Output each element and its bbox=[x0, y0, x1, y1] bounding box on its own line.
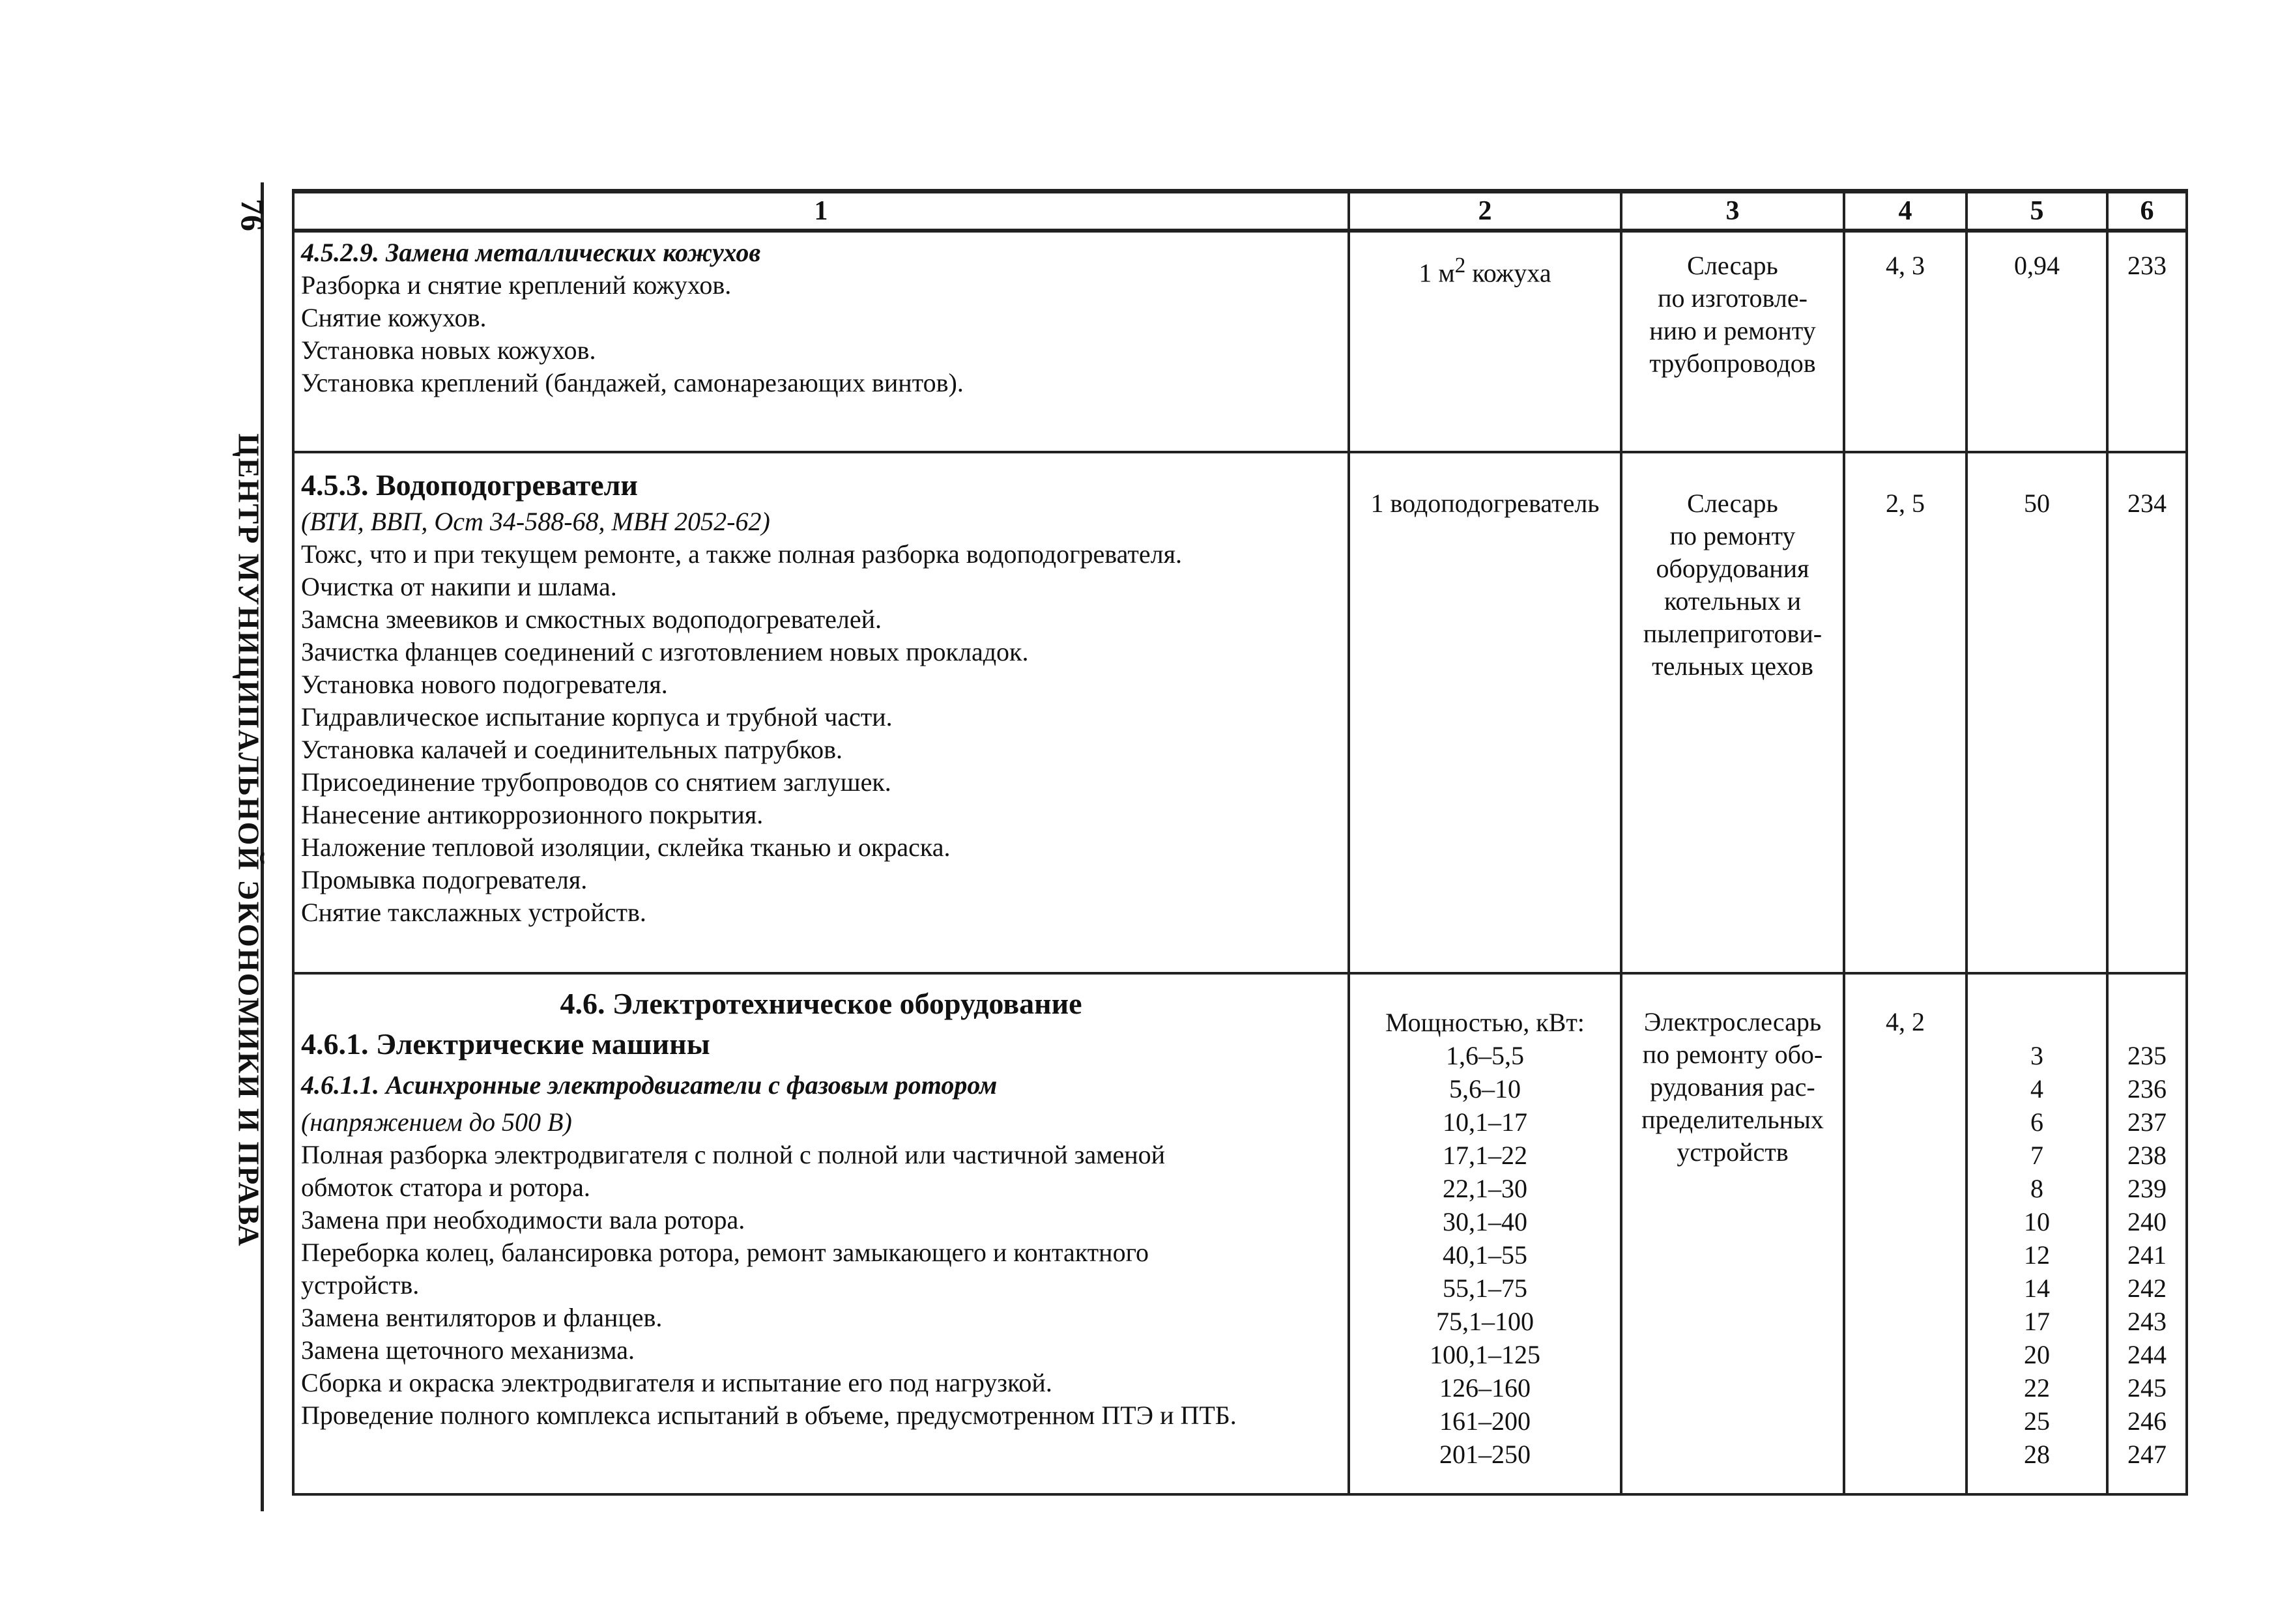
worker-cell bbox=[1621, 452, 1844, 973]
norm-value: 25 bbox=[2024, 1406, 2050, 1436]
work-step: Зачистка фланцев соединений с изготовлением новых прокладок. bbox=[301, 637, 1029, 666]
code-value: 245 bbox=[2127, 1373, 2167, 1403]
worker-line: устройств bbox=[1677, 1137, 1789, 1167]
work-step: Замена вентиляторов и фланцев. bbox=[301, 1303, 663, 1332]
work-step: Полная разборка электродвигателя с полной с полной или частичной заменой bbox=[301, 1140, 1166, 1169]
norm-cell bbox=[1967, 973, 2107, 1494]
work-step: Установка калачей и соединительных патрубков. bbox=[301, 735, 843, 764]
item-title: 4.6.1. Электрические машины bbox=[301, 1027, 710, 1061]
code-value: 238 bbox=[2127, 1141, 2167, 1170]
code-cell bbox=[2107, 973, 2187, 1494]
norm-value: 28 bbox=[2024, 1440, 2050, 1469]
work-step: Нанесение антикоррозионного покрытия. bbox=[301, 800, 764, 829]
header-col-5: 5 bbox=[1967, 192, 2107, 231]
work-step: Гидравлическое испытание корпуса и трубной части. bbox=[301, 702, 893, 732]
code-cell: 234 bbox=[2107, 452, 2187, 973]
power-range: 161–200 bbox=[1439, 1406, 1531, 1436]
work-step: Присоединение трубопроводов со снятием заглушек. bbox=[301, 767, 891, 797]
code-value: 237 bbox=[2127, 1107, 2167, 1137]
code-value: 241 bbox=[2127, 1240, 2167, 1270]
power-range: 126–160 bbox=[1439, 1373, 1531, 1403]
code-value: 244 bbox=[2127, 1340, 2167, 1369]
work-step: Замена при необходимости вала ротора. bbox=[301, 1205, 745, 1234]
item-standards: (ВТИ, ВВП, Ост 34-588-68, МВН 2052-62) bbox=[301, 507, 770, 536]
item-note: (напряжением до 500 В) bbox=[301, 1107, 572, 1137]
work-step: Снятие кожухов. bbox=[301, 303, 487, 332]
unit-superscript: 2 bbox=[1454, 253, 1466, 278]
norm-value: 12 bbox=[2024, 1240, 2050, 1270]
code-value: 239 bbox=[2127, 1174, 2167, 1203]
power-range: 201–250 bbox=[1439, 1440, 1531, 1469]
side-title: ЦЕНТР МУНИЦИПАЛЬНОЙ ЭКОНОМИКИ И ПРАВА bbox=[232, 433, 266, 1247]
worker-line: Слесарь bbox=[1687, 251, 1778, 280]
worker-line: по ремонту bbox=[1669, 521, 1796, 550]
work-step: Наложение тепловой изоляции, склейка тканью и окраска. bbox=[301, 833, 951, 862]
work-description-cell bbox=[293, 973, 1349, 1494]
worker-cell bbox=[1621, 231, 1844, 452]
item-title: 4.5.2.9. Замена металлических кожухов bbox=[301, 238, 761, 267]
norm-value: 3 bbox=[2030, 1041, 2043, 1070]
header-col-2: 2 bbox=[1349, 192, 1621, 231]
header-row bbox=[293, 192, 2187, 231]
power-range: 22,1–30 bbox=[1443, 1174, 1527, 1203]
work-step: Перeборка колец, балансировка ротора, ремонт замыкающего и контактного bbox=[301, 1238, 1149, 1267]
item-subtitle: 4.6.1.1. Асинхронные электродвигатели с фазовым ротором bbox=[301, 1070, 998, 1100]
power-range: 5,6–10 bbox=[1449, 1074, 1521, 1104]
work-step: Замсна змеевиков и смкостных водоподогревателей. bbox=[301, 605, 882, 634]
header-col-6: 6 bbox=[2107, 192, 2187, 231]
unit-text: 1 м bbox=[1419, 258, 1455, 288]
power-range: 30,1–40 bbox=[1443, 1207, 1527, 1236]
work-step: Разборка и снятие креплений кожухов. bbox=[301, 270, 732, 300]
code-value: 247 bbox=[2127, 1440, 2167, 1469]
norm-value: 4 bbox=[2030, 1074, 2043, 1104]
unit-suffix: кожуха bbox=[1465, 258, 1551, 288]
code-value: 243 bbox=[2127, 1307, 2167, 1336]
work-description-cell bbox=[293, 452, 1349, 973]
unit-header: Мощностью, кВт: bbox=[1385, 1008, 1585, 1037]
grade-cell: 4, 2 bbox=[1844, 973, 1967, 1494]
worker-line: рудования рас- bbox=[1650, 1072, 1815, 1102]
worker-line: Электрослесарь bbox=[1643, 1007, 1822, 1036]
worker-line: оборудования bbox=[1656, 554, 1809, 583]
power-range: 75,1–100 bbox=[1436, 1307, 1534, 1336]
worker-line: трубопроводов bbox=[1649, 349, 1816, 378]
norm-value: 8 bbox=[2030, 1174, 2043, 1203]
work-step: обмоток статора и ротора. bbox=[301, 1173, 590, 1202]
worker-line: по изготовле- bbox=[1658, 283, 1808, 313]
code-value: 242 bbox=[2127, 1274, 2167, 1303]
table-row bbox=[293, 452, 2187, 973]
worker-line: пылеприготови- bbox=[1643, 619, 1823, 648]
table-row bbox=[293, 973, 2187, 1494]
worker-cell bbox=[1621, 973, 1844, 1494]
norm-value: 22 bbox=[2024, 1373, 2050, 1403]
norm-cell: 0,94 bbox=[1967, 231, 2107, 452]
power-range: 55,1–75 bbox=[1443, 1274, 1527, 1303]
page-number: 76 bbox=[235, 199, 271, 231]
work-step: Установка новых кожухов. bbox=[301, 335, 596, 365]
norm-value: 20 bbox=[2024, 1340, 2050, 1369]
worker-line: нию и ремонту bbox=[1649, 316, 1816, 345]
norm-value: 7 bbox=[2030, 1141, 2043, 1170]
norm-value: 6 bbox=[2030, 1107, 2043, 1137]
worker-line: Слесарь bbox=[1687, 489, 1778, 518]
code-value: 240 bbox=[2127, 1207, 2167, 1236]
work-step: Сборка и окраска электродвигателя и испытание его под нагрузкой. bbox=[301, 1368, 1052, 1397]
grade-cell: 2, 5 bbox=[1844, 452, 1967, 973]
power-range: 40,1–55 bbox=[1443, 1240, 1527, 1270]
section-title: 4.6. Электротехническое оборудование bbox=[560, 987, 1082, 1020]
item-title: 4.5.3. Водоподогреватели bbox=[301, 468, 638, 502]
code-value: 236 bbox=[2127, 1074, 2167, 1104]
power-range: 100,1–125 bbox=[1430, 1340, 1540, 1369]
grade-cell: 4, 3 bbox=[1844, 231, 1967, 452]
work-step: Тожс, что и при текущем ремонте, а также полная разборка водоподогревателя. bbox=[301, 539, 1182, 569]
work-step: Очистка от накипи и шлама. bbox=[301, 572, 617, 601]
work-step: Установка креплений (бандажей, самонарезающих винтов). bbox=[301, 368, 964, 397]
work-step: Замена щеточного механизма. bbox=[301, 1335, 635, 1365]
work-description-cell bbox=[293, 231, 1349, 452]
work-step: Установка нового подогревателя. bbox=[301, 670, 668, 699]
worker-line: по ремонту обо- bbox=[1642, 1040, 1823, 1069]
power-range: 10,1–17 bbox=[1443, 1107, 1527, 1137]
unit-cell bbox=[1349, 231, 1621, 452]
header-col-4: 4 bbox=[1844, 192, 1967, 231]
code-cell: 233 bbox=[2107, 231, 2187, 452]
work-step: Промывка подогревателя. bbox=[301, 865, 588, 894]
work-step: устройств. bbox=[301, 1270, 420, 1300]
norm-value: 17 bbox=[2024, 1307, 2050, 1336]
power-range: 17,1–22 bbox=[1443, 1141, 1527, 1170]
code-value: 235 bbox=[2127, 1041, 2167, 1070]
work-step: Проведение полного комплекса испытаний в объеме, предусмотренном ПТЭ и ПТБ. bbox=[301, 1401, 1237, 1430]
header-col-3: 3 bbox=[1621, 192, 1844, 231]
power-range: 1,6–5,5 bbox=[1446, 1041, 1524, 1070]
worker-line: котельных и bbox=[1664, 586, 1801, 616]
norm-value: 14 bbox=[2024, 1274, 2050, 1303]
header-col-1: 1 bbox=[293, 192, 1349, 231]
table-row bbox=[293, 231, 2187, 452]
norm-cell: 50 bbox=[1967, 452, 2107, 973]
worker-line: тельных цехов bbox=[1652, 651, 1813, 681]
code-value: 246 bbox=[2127, 1406, 2167, 1436]
worker-line: пределительных bbox=[1641, 1105, 1824, 1134]
work-step: Снятие такслажных устройств. bbox=[301, 898, 646, 927]
norms-table bbox=[292, 189, 2188, 1496]
unit-cell: 1 водоподогреватель bbox=[1349, 452, 1621, 973]
norm-value: 10 bbox=[2024, 1207, 2050, 1236]
unit-cell bbox=[1349, 973, 1621, 1494]
